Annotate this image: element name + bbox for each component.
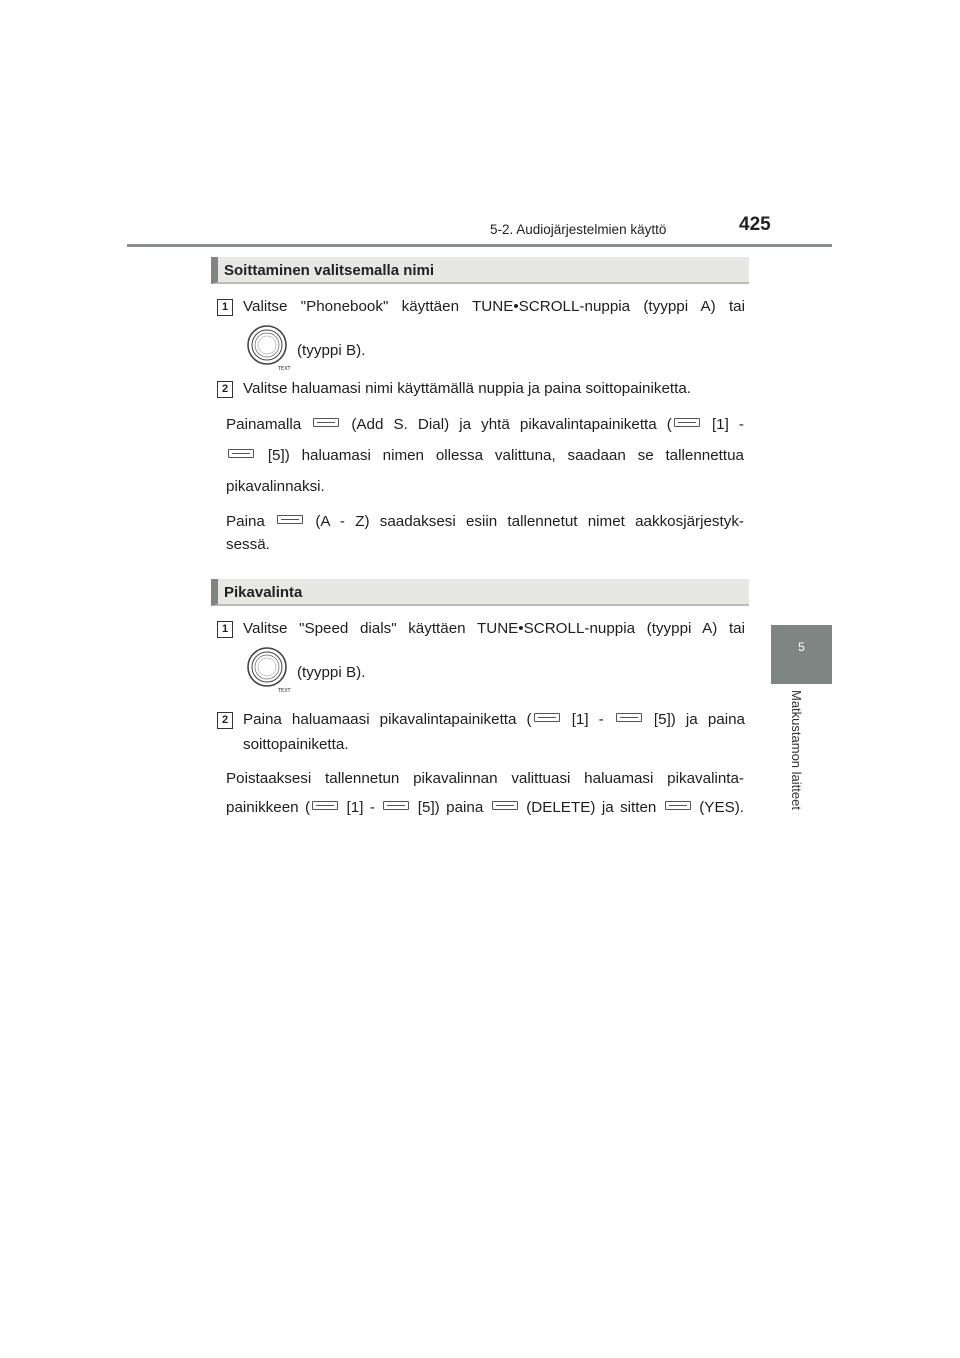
- knob-icon: [242, 645, 292, 695]
- note-text: [5]) haluamasi nimen ollessa valittuna, saadaan se tallennettua: [226, 447, 744, 464]
- chapter-number: 5: [798, 640, 805, 654]
- note-text: Paina (A - Z) saadaksesi esiin tallennetut nimet aakkosjärjestyk-: [226, 513, 744, 530]
- step-text: Paina haluamaasi pikavalintapainiketta ( [1] - [5]) ja paina: [243, 711, 745, 728]
- button-icon: [312, 801, 338, 810]
- chapter-title: Matkustamon laitteet: [789, 690, 804, 810]
- step-text: Valitse haluamasi nimi käyttämällä nuppia ja paina soittopainiketta.: [243, 380, 692, 397]
- chapter-tab: [771, 625, 832, 684]
- button-icon: [674, 418, 700, 427]
- note-text: Poistaaksesi tallennetun pikavalinnan valittuasi haluamasi pikavalinta-: [226, 770, 744, 787]
- step-text: soittopainiketta.: [243, 736, 349, 753]
- knob-icon: [242, 323, 292, 373]
- section-heading-text: Pikavalinta: [224, 584, 303, 601]
- running-header: 5-2. Audiojärjestelmien käyttö: [490, 222, 667, 237]
- step-number: 2: [217, 712, 233, 729]
- button-icon: [616, 713, 642, 722]
- section-heading-text: Soittaminen valitsemalla nimi: [224, 262, 435, 279]
- knob-label: TEXT: [278, 688, 291, 694]
- button-icon: [313, 418, 339, 427]
- button-icon: [383, 801, 409, 810]
- section-heading: [211, 257, 749, 284]
- step-text: (tyyppi B).: [297, 342, 366, 359]
- note-text: painikkeen ( [1] - [5]) paina (DELETE) ja sitten (YES).: [226, 799, 744, 816]
- step-number: 2: [217, 381, 233, 398]
- section-heading: [211, 579, 749, 606]
- button-icon: [534, 713, 560, 722]
- step-number: 1: [217, 299, 233, 316]
- step-text: Valitse "Speed dials" käyttäen TUNE•SCROLL-nuppia (tyyppi A) tai: [243, 620, 745, 637]
- step-text: Valitse "Phonebook" käyttäen TUNE•SCROLL-nuppia (tyyppi A) tai: [243, 298, 745, 315]
- note-text: pikavalinnaksi.: [226, 478, 325, 495]
- note-text: Painamalla (Add S. Dial) ja yhtä pikavalintapainiketta ( [1] -: [226, 416, 744, 433]
- button-icon: [277, 515, 303, 524]
- button-icon: [492, 801, 518, 810]
- note-text: sessä.: [226, 536, 270, 553]
- button-icon: [665, 801, 691, 810]
- button-icon: [228, 449, 254, 458]
- step-text: (tyyppi B).: [297, 664, 366, 681]
- page-number: 425: [739, 214, 771, 235]
- knob-label: TEXT: [278, 366, 291, 372]
- step-number: 1: [217, 621, 233, 638]
- header-divider: [127, 244, 832, 247]
